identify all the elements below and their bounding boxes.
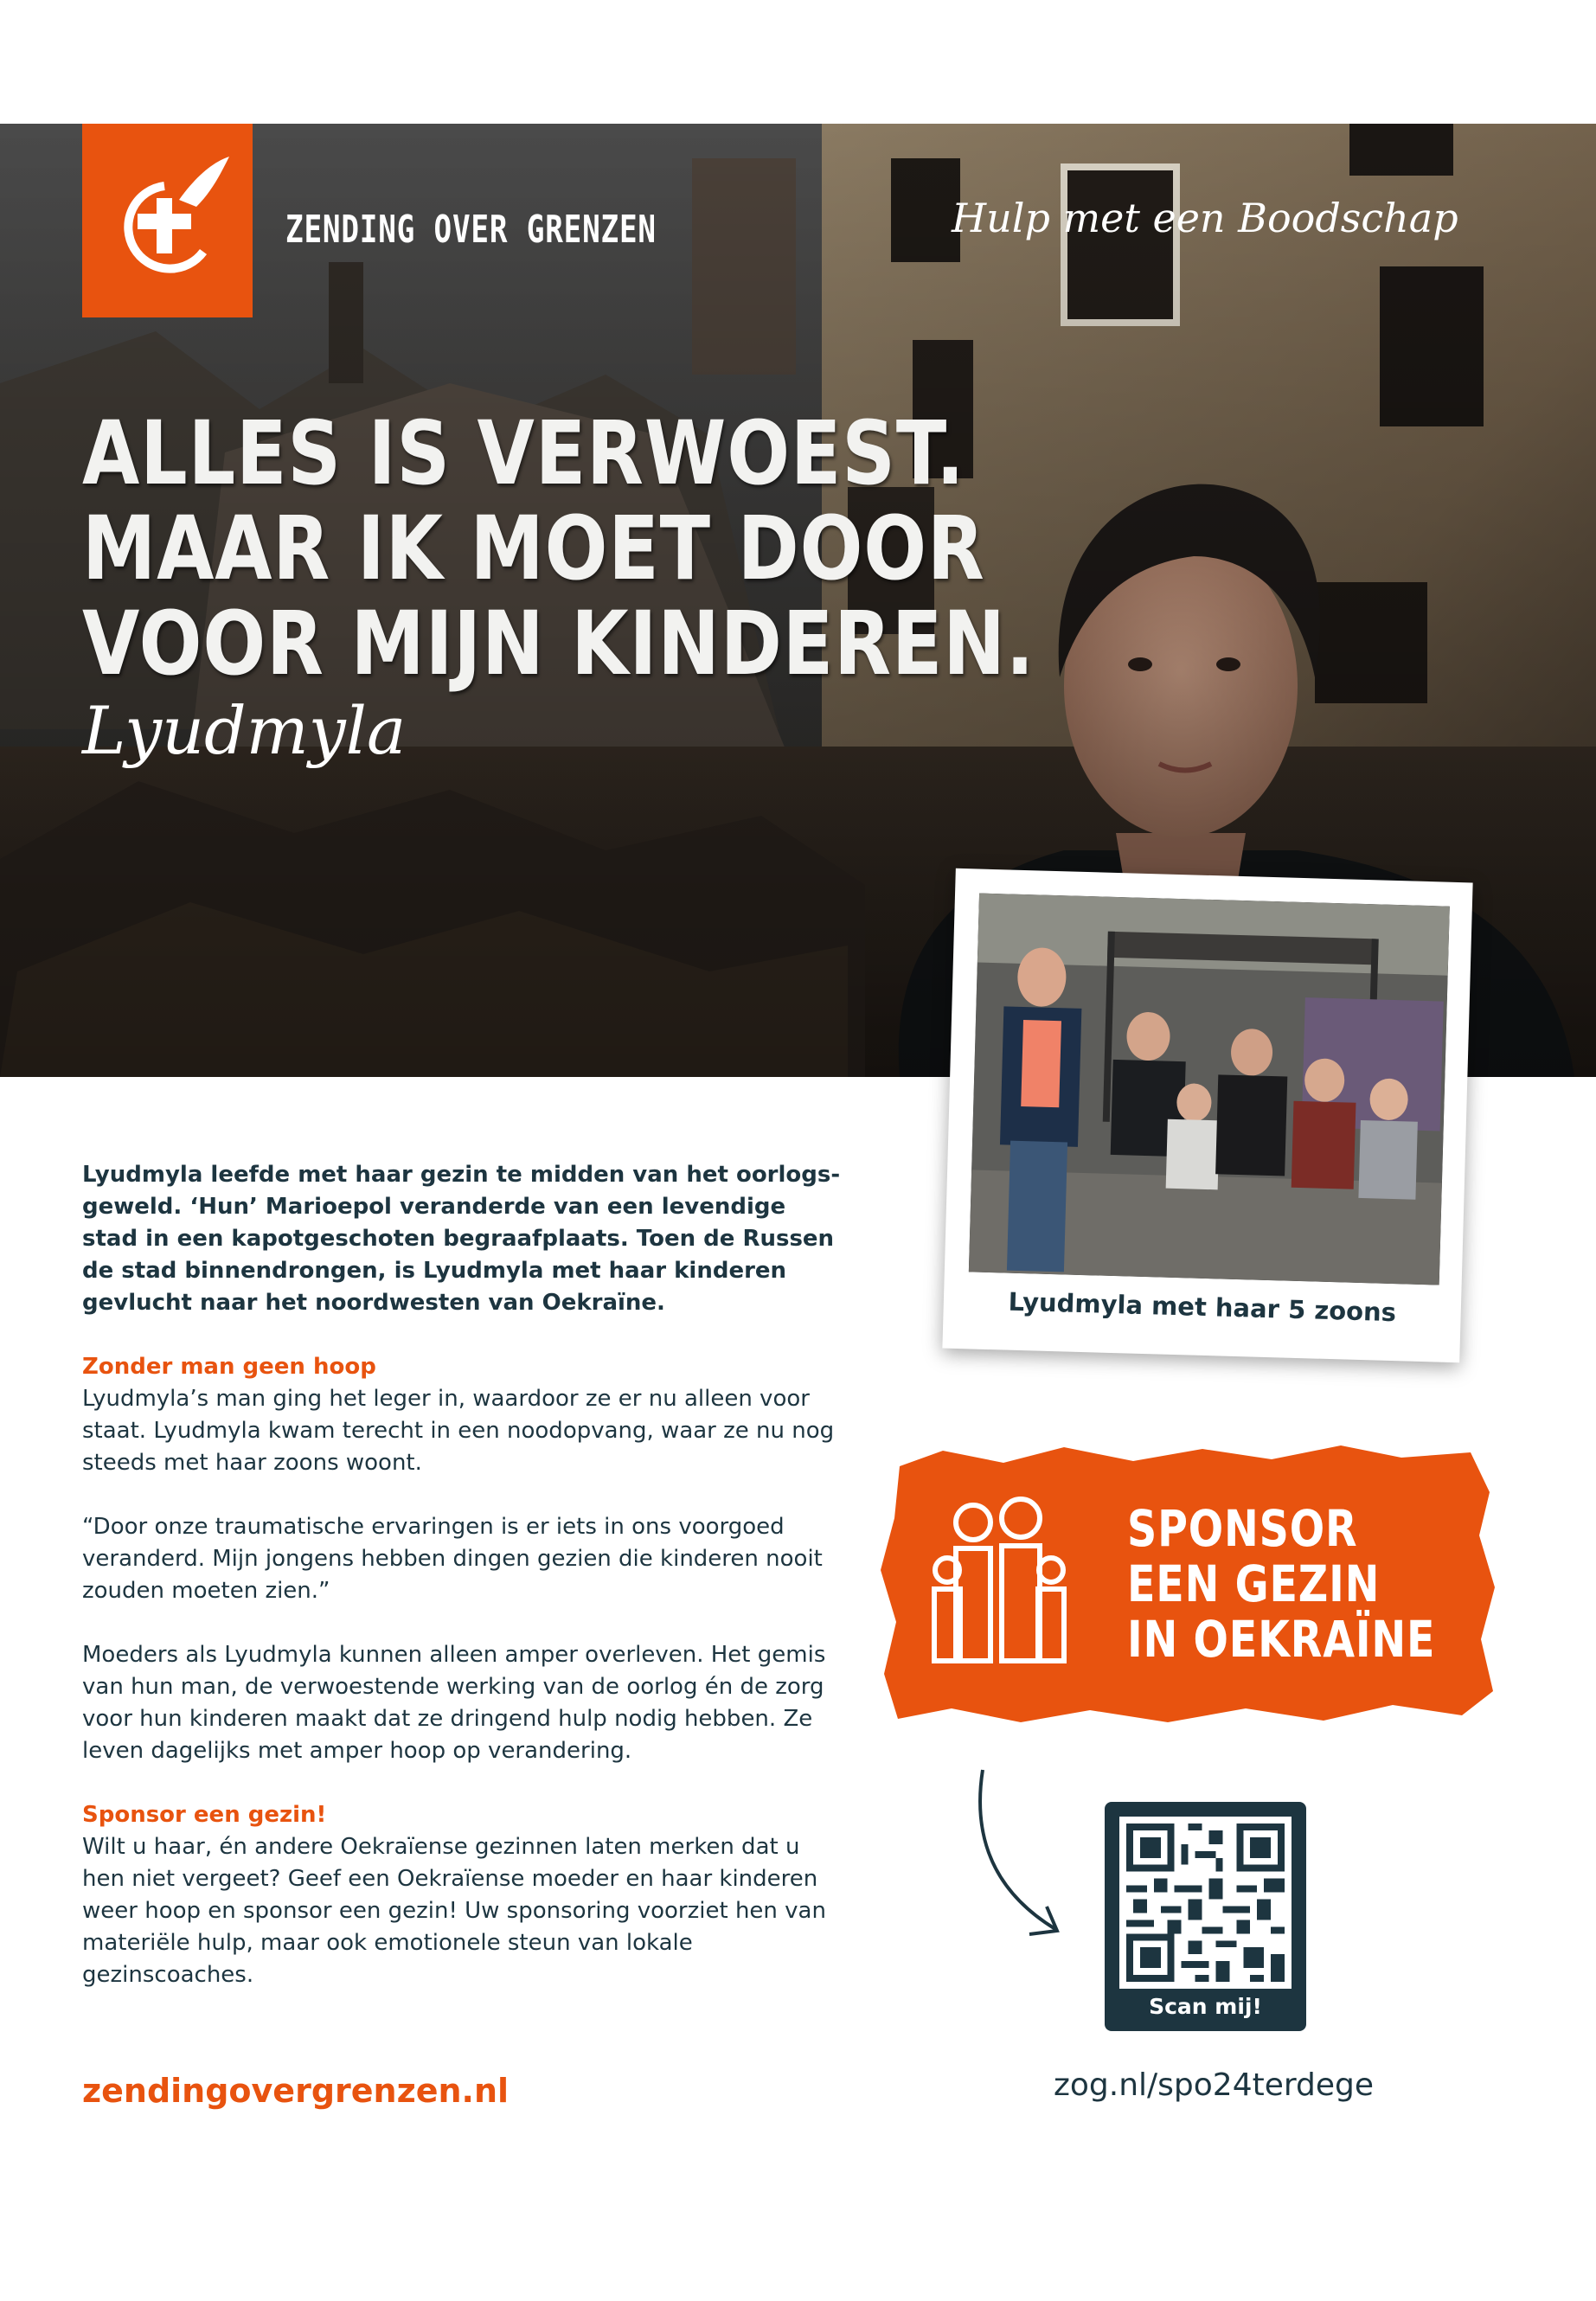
brand-name: ZENDING OVER GRENZEN [285,208,657,252]
signature: Lyudmyla [82,692,407,769]
section-text: Wilt u haar, én andere Oekraïense gezinnen laten merken dat u hen niet vergeet? Geef een Oekraïense moeder en haar kinderen weer hoop en sponsor een gezin! Uw sponsoring voorziet hen van materiële hulp, maar ook emotionele steun van lokale gezinscoaches. [82,1834,826,1988]
website-link[interactable]: zendingovergrenzen.nl [82,2072,510,2110]
family-photo-scene [969,894,1450,1285]
quote-paragraph: “Door onze traumatische ervaringen is er iets in ons voorgoed veranderd. Mijn jongens hebben dingen gezien die kinderen nooit zouden moeten zien.” [82,1514,823,1604]
cross-dove-icon [82,124,253,317]
intro-paragraph: Lyudmyla leefde met haar gezin te midden van het oorlogs-geweld. ‘Hun’ Marioepol veranderde van een levendige stad in een kapotgeschoten begraafplaats. Toen de Russen de stad binnendrongen, is Lyudmyla met haar kinderen gevlucht naar het noordwesten van Oekraïne. [82,1162,841,1316]
qr-label: Scan mij! [1149,1994,1262,2019]
tagline: Hulp met een Boodschap [952,195,1458,241]
section-title: Zonder man geen hoop [82,1354,376,1380]
organization-logo[interactable] [82,124,253,317]
section-sponsor [82,1799,843,1991]
photo-caption: Lyudmyla met haar 5 zoons [1008,1286,1397,1328]
family-photo [969,894,1450,1285]
sponsor-cta-text[interactable] [1127,1501,1435,1667]
section-no-husband [82,1351,843,1479]
section-title: Sponsor een gezin! [82,1802,327,1828]
cta-line: IN OEKRAÏNE [1127,1610,1436,1669]
body-paragraph: Moeders als Lyudmyla kunnen alleen amper overleven. Het gemis van hun man, de verwoestende werking van de oorlog én de zorg voor hun kinderen maakt dat ze dringend hulp nodig hebben. Ze leven dagelijks met amper hoop op verandering. [82,1642,826,1764]
section-text: Lyudmyla’s man ging het leger in, waardoor ze er nu alleen voor staat. Lyudmyla kwam terecht in een noodopvang, waar ze nu nog steeds met haar zoons woont. [82,1386,835,1476]
article-body [82,1159,843,2023]
qr-code-icon [1119,1817,1292,1989]
qr-code-card[interactable] [1105,1802,1306,2031]
qr-code[interactable] [1119,1817,1292,1989]
headline-line: VOOR MIJN KINDEREN. [82,593,1035,695]
headline [82,402,1035,695]
short-url[interactable]: zog.nl/spo24terdege [1054,2067,1375,2103]
headline-line: MAAR IK MOET DOOR [82,497,985,600]
cta-line: EEN GEZIN [1127,1554,1381,1613]
arrow-down-icon [969,1765,1081,1946]
family-polaroid [942,868,1472,1362]
cta-line: SPONSOR [1127,1499,1358,1558]
headline-line: ALLES IS VERWOEST. [82,402,965,505]
